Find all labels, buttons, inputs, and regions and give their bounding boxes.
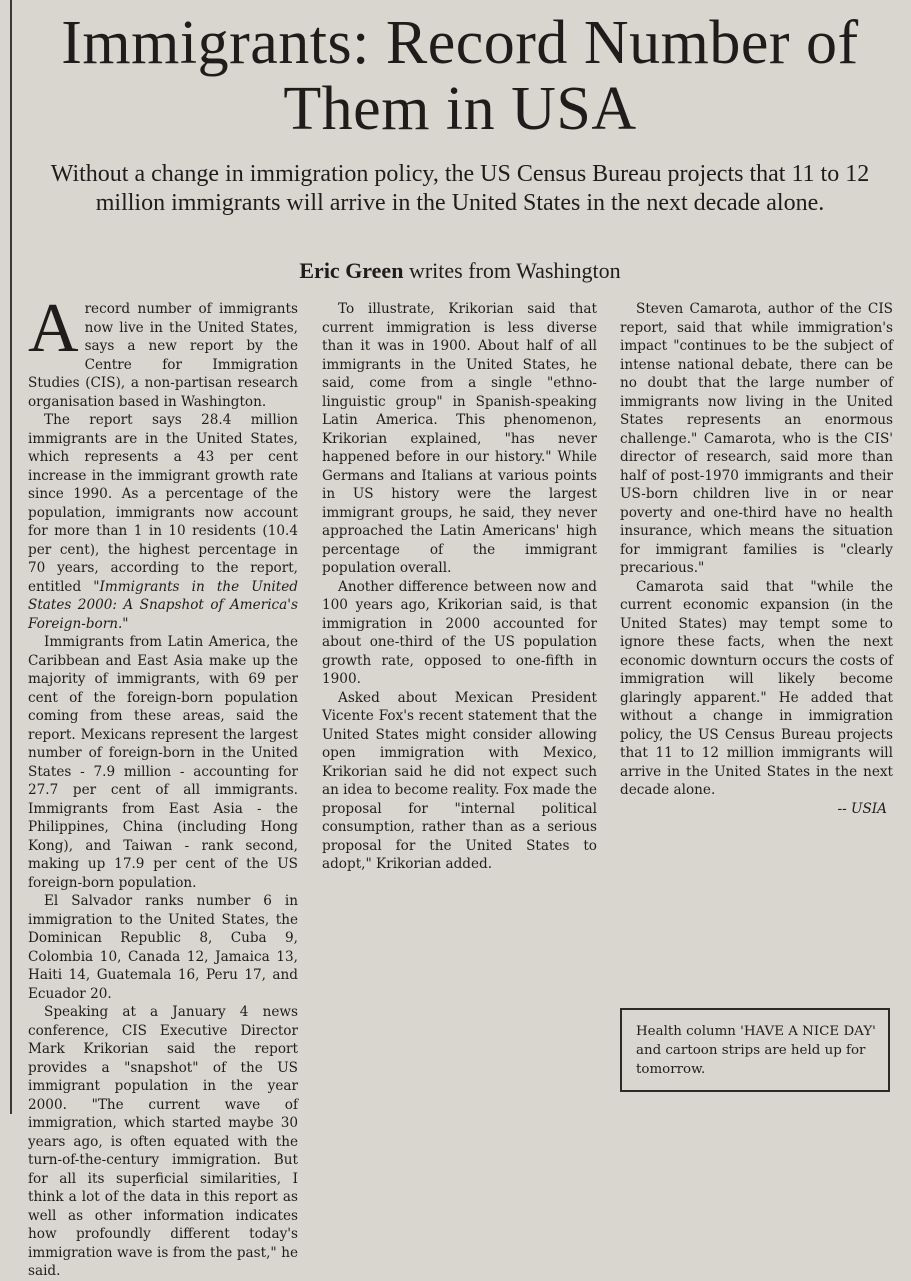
byline-author: Eric Green: [299, 258, 404, 283]
paragraph-10: Camarota said that "while the current economic expansion (in the United States) may tempt some to ignore these facts, when the next economic downturn occurs the costs of immigration will likely become glaringly apparent." He added that without a change in immigration policy, the US Census Bureau projects that 11 to 12 million immigrants will arrive in the United States in the next decade alone.: [620, 578, 893, 798]
paragraph-6: To illustrate, Krikorian said that current immigration is less diverse than it was in 1900. About half of all immigrants in the United States, he said, come from a single "ethno-linguistic group" in Spanish-speaking Latin America. This phenomenon, Krikorian explained, "has never happened before in our history." While Germans and Italians at various points in US history were the largest immigrant groups, he said, they never approached the Latin Americans' high percentage of the immigrant population overall.: [322, 301, 597, 576]
headline: Immigrants: Record Number of Them in USA: [61, 9, 859, 143]
standfirst: Without a change in immigration policy, the US Census Bureau projects that 11 to 12 million immigrants will arrive in the United States in the next decade alone.: [50, 161, 870, 216]
article-column-3: [620, 300, 893, 818]
paragraph-3: Immigrants from Latin America, the Caribbean and East Asia make up the majority of immigrants, with 69 per cent of the foreign-born population coming from these areas, said the report. Mexicans represent the largest number of foreign-born in the United States - 7.9 million - accounting for 27.7 per cent of all immigrants. Immigrants from East Asia - the Philippines, China (including Hong Kong), and Taiwan - rank second, making up 17.9 per cent of the US foreign-born population.: [28, 634, 298, 891]
byline-location: writes from Washington: [403, 258, 621, 283]
notice-box: Health column 'HAVE A NICE DAY' and cartoon strips are held up for tomorrow.: [620, 1008, 890, 1092]
paragraph-8: Asked about Mexican President Vicente Fox's recent statement that the United States might consider allowing open immigration with Mexico, Krikorian said he did not expect such an idea to become reality. Fox made the proposal for "internal political consumption, rather than as a serious proposal for the United States to adopt," Krikorian added.: [322, 689, 597, 872]
paragraph-7: Another difference between now and 100 years ago, Krikorian said, is that immigration in 2000 accounted for about one-third of the US population growth rate, opposed to one-fifth in 1900.: [322, 578, 597, 687]
paragraph-5: Speaking at a January 4 news conference, CIS Executive Director Mark Krikorian said the report provides a "snapshot" of the US immigrant population in the year 2000. "The current wave of immigration, which started maybe 30 years ago, is often equated with the turn-of-the-century immigration. But for all its superficial similarities, I think a lot of the data in this report as well as other information indicates how profoundly different today's immigration wave is from the past," he said.: [28, 1004, 298, 1279]
drop-cap: A: [28, 290, 79, 367]
paragraph-1: Arecord number of immigrants now live in the United States, says a new report by the Centre for Immigration Studies (CIS), a non-partisan research organisation based in Washington.: [28, 290, 298, 410]
byline: [20, 257, 900, 285]
report-title: Immigrants in the United States 2000: A Snapshot of America's Foreign-born.: [28, 578, 298, 632]
paragraph-9: Steven Camarota, author of the CIS report, said that while immigration's impact "continues to be the subject of intense national debate, there can be no doubt that the large number of immigrants now living in the United States represents an enormous challenge." Camarota, who is the CIS' director of research, said more than half of post-1970 immigrants and their US-born children live in or near poverty and one-third have no health insurance, which means the situation for immigrant families is "clearly precarious.": [620, 301, 893, 576]
column-rule: [10, 0, 12, 1114]
article-column-1: [28, 290, 298, 1281]
paragraph-2: The report says 28.4 million immigrants are in the United States, which represents a 43 per cent increase in the immigrant growth rate since 1990. As a percentage of the population, immigrants now account for more than 1 in 10 residents (10.4 per cent), the highest percentage in 70 years, according to the report, entitled "Immigrants in the United States 2000: A Snapshot of America's Foreign-born.": [28, 412, 298, 632]
article-column-2: [322, 300, 597, 874]
paragraph-4: El Salvador ranks number 6 in immigration to the United States, the Dominican Republic 8, Cuba 9, Colombia 10, Canada 12, Jamaica 13, Haiti 14, Guatemala 16, Peru 17, and Ecuador 20.: [28, 893, 298, 1002]
signoff: -- USIA: [837, 800, 887, 817]
